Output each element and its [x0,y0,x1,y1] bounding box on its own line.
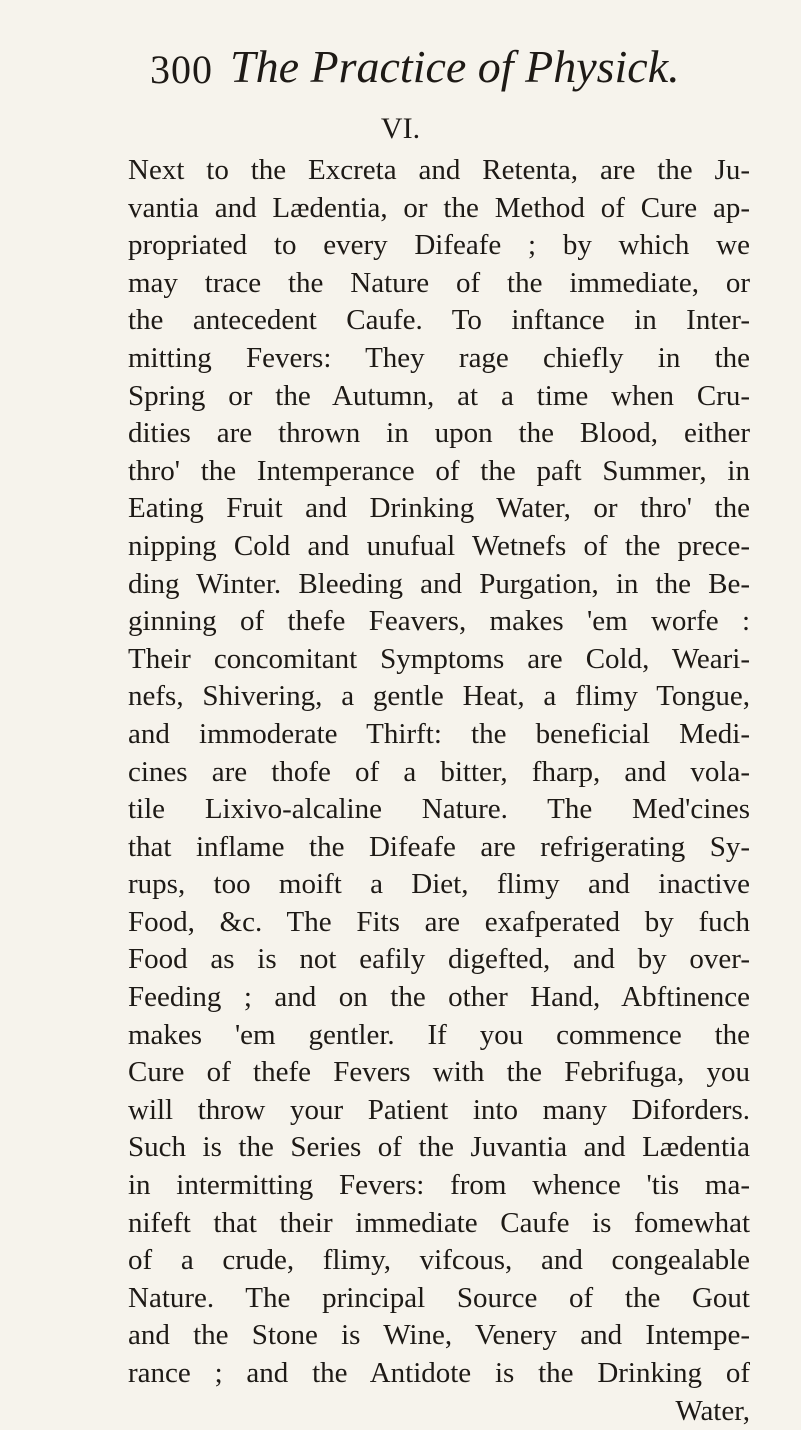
text-line: nifeft that their immediate Caufe is fomewhat [128,1206,750,1239]
text-line: and the Stone is Wine, Venery and Intempe- [128,1319,750,1352]
text-line: of a crude, flimy, vifcous, and congealable [128,1244,750,1277]
text-line: rups, too moift a Diet, flimy and inactive [128,868,750,901]
text-line: nipping Cold and unufual Wetnefs of the prece- [128,529,750,562]
text-line: cines are thofe of a bitter, fharp, and vola- [128,755,750,788]
text-line: dities are thrown in upon the Blood, either [128,417,750,450]
text-line: Cure of thefe Fevers with the Febrifuga, you [128,1056,750,1089]
text-line: that inflame the Difeafe are refrigerating Sy- [128,830,750,863]
text-line: Food, &c. The Fits are exafperated by fuch [128,905,750,938]
text-line: may trace the Nature of the immediate, or [128,266,750,299]
text-line: and immoderate Thirft: the beneficial Medi- [128,717,750,750]
text-line: the antecedent Caufe. To inftance in Inter- [128,304,750,337]
section-number: VI. [380,112,421,145]
text-line: thro' the Intemperance of the paft Summer, in [128,454,750,487]
text-line: ginning of thefe Feavers, makes 'em worfe : [128,605,750,638]
text-line: Spring or the Autumn, at a time when Cru- [128,379,750,412]
text-line: Food as is not eafily digefted, and by over- [128,943,750,976]
text-line: tile Lixivo-alcaline Nature. The Med'cines [128,793,750,826]
text-line: vantia and Lædentia, or the Method of Cure ap- [128,191,750,224]
text-line: makes 'em gentler. If you commence the [128,1018,750,1051]
text-line: propriated to every Difeafe ; by which we [128,229,750,262]
text-line: Water, [675,1394,750,1427]
text-line: Eating Fruit and Drinking Water, or thro' the [128,492,750,525]
running-head: The Practice of Physick. [230,41,680,92]
body-paragraph [128,152,750,1430]
text-line: rance ; and the Antidote is the Drinking of [128,1357,750,1389]
page-number: 300 [150,47,213,92]
text-line: nefs, Shivering, a gentle Heat, a flimy Tongue, [128,680,750,713]
text-line: in intermitting Fevers: from whence 'tis ma- [128,1169,750,1202]
text-line: will throw your Patient into many Diforders. [128,1093,750,1126]
text-line: mitting Fevers: They rage chiefly in the [128,341,750,374]
text-line: Their concomitant Symptoms are Cold, Weari- [128,642,750,675]
text-line: Feeding ; and on the other Hand, Abftinence [128,981,750,1014]
text-line: Nature. The principal Source of the Gout [128,1281,750,1314]
page-header [150,36,680,106]
text-line: Next to the Excreta and Retenta, are the Ju- [128,154,750,186]
text-line: ding Winter. Bleeding and Purgation, in the Be- [128,567,750,600]
text-line: Such is the Series of the Juvantia and Lædentia [128,1131,750,1164]
